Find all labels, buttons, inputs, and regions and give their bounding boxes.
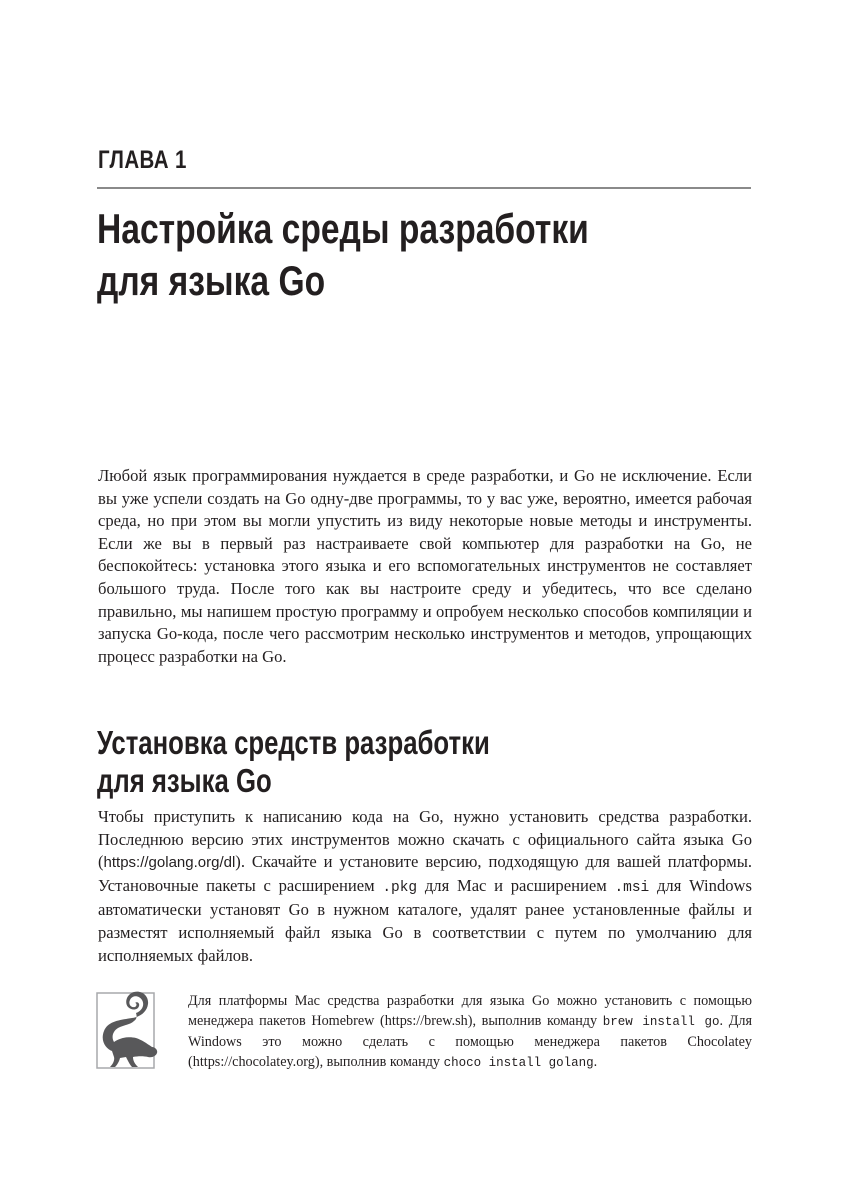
chapter-label: ГЛАВА 1 <box>98 146 187 174</box>
chapter-title <box>97 203 737 307</box>
code-msi: .msi <box>614 879 650 896</box>
install-paragraph <box>98 806 752 967</box>
chapter-title-line-1: Настройка среды разработки <box>97 205 589 252</box>
code-pkg: .pkg <box>382 879 418 896</box>
section-title <box>97 724 721 800</box>
golang-download-link[interactable]: https://golang.org/dl <box>103 854 236 872</box>
intro-paragraph: Любой язык программирования нуждается в среде разработки, и Go не исключение. Если вы уже успели создать на Go одну-две программы, то у вас уже, вероятно, имеется рабочая среда, но при этом вы могли упустить из виду некоторые новые методы и инструменты. Если же вы в первый раз настраиваете свой компьютер для разработки на Go, не беспокойтесь: установка этого языка и его вспомогательных инструментов не составляет большого труда. После того как вы настроите среду и убедитесь, что все сделано правильно, мы напишем простую программу и опробуем несколько способов компиляции и запуска Go-кода, после чего рассмотрим несколько инструментов и методов, упрощающих процесс разработки на Go. <box>98 466 752 666</box>
section-title-line-1: Установка средств разработки <box>97 724 490 761</box>
chapter-title-line-2: для языка Go <box>97 257 326 304</box>
install-text-3: для Mac и расширением <box>417 875 615 895</box>
code-brew-install: brew install go <box>602 1015 720 1029</box>
lemur-tip-icon <box>90 985 160 1077</box>
install-text-4: для Windows автоматически установят Go в нужном каталоге, удалят ранее установленные файлы и разместят исполняемый файл языка Go в соответствии с путем по умолчанию для исполняемых файлов. <box>98 875 753 965</box>
chapter-rule <box>97 187 751 189</box>
install-text-2: ). Скачайте и установите версию, подходящую для вашей платформы. Установочные пакеты с расширением <box>98 852 752 895</box>
tip-text-1: Для платформы Mac средства разработки для языка Go можно установить с помощью менеджера пакетов Homebrew (https://brew.sh), выполнив команду <box>188 993 752 1029</box>
tip-text-2: . Для Windows это можно сделать с помощью менеджера пакетов Chocolatey (https://chocolatey.org), выполнив команду <box>188 1013 752 1070</box>
install-text-1: Чтобы приступить к написанию кода на Go, нужно установить средства разработки. Последнюю версию этих инструментов можно скачать с официального сайта языка Go ( <box>98 807 752 872</box>
tip-note <box>188 991 752 1073</box>
tip-text-3: . <box>593 1054 598 1070</box>
section-title-line-2: для языка Go <box>97 762 272 799</box>
code-choco-install: choco install golang <box>443 1056 594 1070</box>
